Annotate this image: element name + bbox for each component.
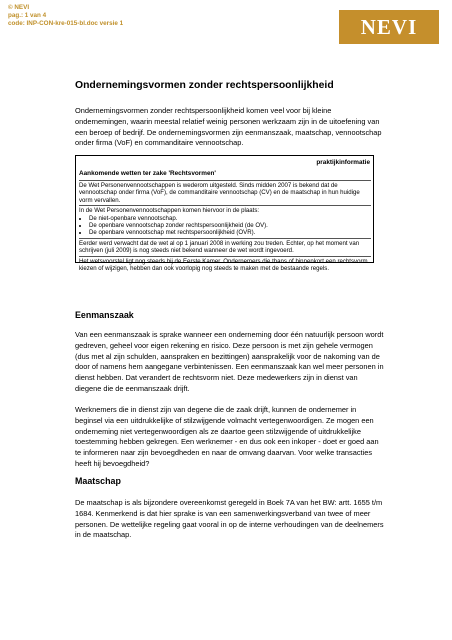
box-list-block [79,205,371,237]
box-paragraph: Het wetsvoorstel ligt nog steeds bij de Eerste Kamer. Ondernemers die thans of binnenkort een rechtsvorm kiezen of wijzigen, hebben dan ook voorlopig nog steeds te maken met de bestaande regels. [79,256,371,273]
box-content [79,180,371,273]
page-title: Ondernemingsvormen zonder rechtspersoonlijkheid [75,80,334,91]
box-paragraph: Eerder werd verwacht dat de wet al op 1 januari 2008 in werking zou treden. Echter, op het moment van schrijven (juli 2009) is nog steeds niet bekend wanneer de wet wordt ingevoerd. [79,238,371,255]
page-number: pag.: 1 van 4 [8,12,47,19]
section-paragraph: Werknemers die in dienst zijn van degene die de zaak drijft, kunnen de ondernemer in beginsel via een uitdrukkelijke of stilzwijgende volmacht vertegenwoordigen. Ze mogen een onderneming niet vertegenwoordigen als ze daartoe geen stilzwijgende of uitdrukkelijke toestemming hebben gekregen. Een werknemer - en dus ook een inkoper - doet er goed aan te informeren naar zijn bevoegdheden en naar de omvang daarvan. Voor welke transacties heeft hij bevoegdheid? [75,405,379,468]
box-paragraph: De Wet Personenvennootschappen is wederom uitgesteld. Sinds midden 2007 is bekend dat de vennootschap onder firma (VoF), de commanditaire vennootschap (CV) en de maatschap in hun huidige vorm vervallen. [79,180,371,204]
intro-paragraph: Ondernemingsvormen zonder rechtspersoonlijkheid komen veel voor bij kleine ondernemingen, waarin meestal relatief weinig personen werkzaam zijn in de uitoefening van een beroep of bedrijf. De ondernemingsvormen zijn eenmanszaak, maatschap, vennootschap onder firma (VoF) en commanditaire vennootschap. [75,106,382,148]
nevi-logo [339,10,439,44]
practice-info-box [75,155,374,273]
list-item: • De openbare vennootschap met rechtspersoonlijkheid (OVR). [89,229,371,236]
list-item: • De niet-openbare vennootschap. [89,215,371,222]
section-heading-maatschap: Maatschap [75,476,121,486]
box-paragraph: In de Wet Personenvennootschappen komen hiervoor in de plaats: [79,207,260,215]
section-paragraph: Van een eenmanszaak is sprake wanneer een onderneming door één natuurlijk persoon wordt gedreven, geheel voor eigen rekening en risico. Deze persoon is met zijn gehele vermogen (dus met al zijn schulden, aanspraken en bezittingen) aansprakelijk voor de nakoming van de door of namens hem aangegane verbintenissen. Een eenmanszaak kan wel meer personen in dienst hebben. Dat verandert de rechtsvorm niet. Deze medewerkers zijn in dienst van diegene die de eenmanszaak drijft. [75,330,384,393]
list-item: • De openbare vennootschap zonder rechtspersoonlijkheid (de OV). [89,222,371,229]
section-heading-eenmanszaak: Eenmanszaak [75,310,134,320]
box-title: Aankomende wetten ter zake 'Rechtsvormen' [79,170,216,177]
box-tag: praktijkinformatie [316,159,370,166]
box-bullet-list [79,215,371,237]
section-paragraph: De maatschap is als bijzondere overeenkomst geregeld in Boek 7A van het BW: artt. 1655 t/m 1684. Kenmerkend is dat hier sprake is van een samenwerkingsverband van twee of meer personen. De wettelijke regeling gaat vooral in op de interne verhoudingen van de deelnemers in de maatschap. [75,498,384,540]
copyright-text: © NEVI [8,4,30,11]
logo-text: NEVI [360,14,418,39]
document-code: code: INP-CON-kre-015-bl.doc versie 1 [8,20,124,27]
document-header-meta [8,4,123,28]
